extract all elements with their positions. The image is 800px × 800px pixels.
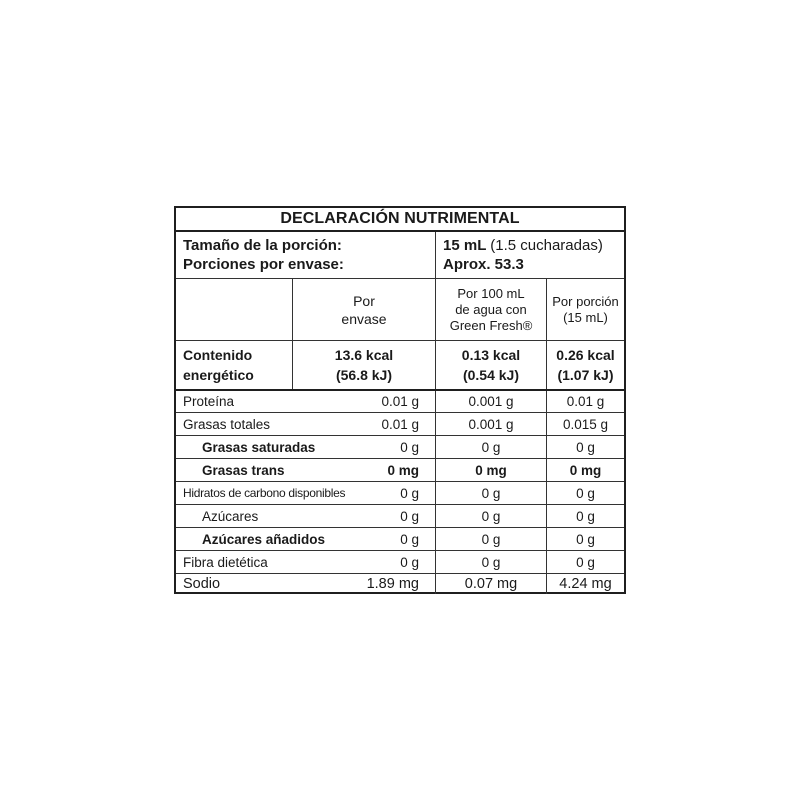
nutrient-row xyxy=(176,574,624,594)
nutrient-row xyxy=(176,413,624,436)
nutrient-name: Fibra dietética xyxy=(183,554,268,570)
nutrient-value-col2: 0 g xyxy=(435,482,546,504)
nutrient-value-col3: 0 g xyxy=(546,436,624,458)
col-header-line: de agua con xyxy=(455,301,527,317)
nutrient-value-col2: 0 g xyxy=(435,436,546,458)
energy-label-line: energético xyxy=(183,367,254,383)
nutrient-row xyxy=(176,505,624,528)
nutrient-row xyxy=(176,459,624,482)
energy-label xyxy=(176,341,292,389)
energy-kj: (0.54 kJ) xyxy=(462,367,520,383)
nutrient-value-col2: 0 mg xyxy=(435,459,546,481)
col-header-line: (15 mL) xyxy=(563,309,608,325)
nutrient-value-col1: 0 g xyxy=(400,531,419,547)
nutrient-value-col3: 0.01 g xyxy=(546,391,624,412)
nutrient-value-col3: 0 g xyxy=(546,505,624,527)
nutrient-value-col3: 4.24 mg xyxy=(546,574,624,594)
col-header-per-container xyxy=(292,279,435,340)
empty-header-cell xyxy=(176,279,292,340)
nutrient-name: Grasas totales xyxy=(183,416,271,432)
energy-kcal: 0.26 kcal xyxy=(556,347,615,363)
serving-size-value xyxy=(443,236,603,255)
nutrient-name: Azúcares añadidos xyxy=(202,531,326,547)
col-header-line: Por porción xyxy=(552,293,619,309)
serving-size-label: Tamaño de la porción: xyxy=(183,237,342,254)
energy-per-100ml xyxy=(435,341,546,389)
nutrient-name: Sodio xyxy=(183,576,221,592)
nutrient-name: Hidratos de carbono disponibles xyxy=(183,486,346,500)
nutrient-value-col1: 0 g xyxy=(400,508,419,524)
nutrition-facts-panel xyxy=(174,206,626,594)
nutrient-value-col3: 0 mg xyxy=(546,459,624,481)
nutrient-value-col3: 0 g xyxy=(546,551,624,573)
col-header-per-100ml xyxy=(435,279,546,340)
energy-per-container xyxy=(292,341,435,389)
panel-title: DECLARACIÓN NUTRIMENTAL xyxy=(280,210,520,227)
col-header-line: Por 100 mL xyxy=(457,285,525,301)
nutrient-value-col1: 1.89 mg xyxy=(366,576,419,592)
nutrient-row xyxy=(176,551,624,574)
col-header-per-serving xyxy=(546,279,624,340)
col-header-line: envase xyxy=(341,310,387,327)
serving-size-amount: 15 mL xyxy=(443,237,487,254)
col-header-line: Green Fresh® xyxy=(449,317,533,333)
nutrient-row xyxy=(176,528,624,551)
energy-kcal: 0.13 kcal xyxy=(461,347,521,363)
nutrient-value-col1: 0.01 g xyxy=(381,394,419,409)
nutrient-row xyxy=(176,436,624,459)
nutrient-value-col3: 0 g xyxy=(546,528,624,550)
energy-per-serving xyxy=(546,341,624,389)
nutrient-value-col1: 0 g xyxy=(400,439,419,455)
serving-values xyxy=(435,232,624,278)
col-header-line: Por xyxy=(353,292,375,309)
nutrient-value-col1: 0 mg xyxy=(387,462,419,478)
serving-size-household: (1.5 cucharadas) xyxy=(490,237,603,254)
energy-kcal: 13.6 kcal xyxy=(334,347,394,363)
nutrient-name: Proteína xyxy=(183,394,235,409)
nutrient-value-col1: 0.01 g xyxy=(381,416,419,432)
servings-per-container-label: Porciones por envase: xyxy=(183,256,344,273)
nutrient-value-col2: 0 g xyxy=(435,528,546,550)
title-row xyxy=(176,208,624,232)
nutrient-name: Azúcares xyxy=(202,508,259,524)
energy-kj: (1.07 kJ) xyxy=(557,367,614,383)
nutrient-row xyxy=(176,391,624,413)
nutrient-value-col1: 0 g xyxy=(400,554,419,570)
energy-label-line: Contenido xyxy=(183,347,253,363)
nutrient-name: Grasas saturadas xyxy=(202,439,316,455)
nutrient-value-col3: 0.015 g xyxy=(546,413,624,435)
nutrient-name: Grasas trans xyxy=(202,462,285,478)
column-header-row xyxy=(176,279,624,341)
nutrient-value-col2: 0.001 g xyxy=(435,413,546,435)
energy-row xyxy=(176,341,624,391)
nutrient-value-col3: 0 g xyxy=(546,482,624,504)
nutrient-value-col2: 0.07 mg xyxy=(435,574,546,594)
nutrient-value-col1: 0 g xyxy=(400,485,419,501)
servings-per-container-value: Aprox. 53.3 xyxy=(443,256,524,273)
nutrient-row xyxy=(176,482,624,505)
serving-labels xyxy=(176,232,435,278)
nutrient-value-col2: 0.001 g xyxy=(435,391,546,412)
serving-row xyxy=(176,232,624,279)
nutrient-value-col2: 0 g xyxy=(435,551,546,573)
nutrient-value-col2: 0 g xyxy=(435,505,546,527)
energy-kj: (56.8 kJ) xyxy=(335,367,393,383)
